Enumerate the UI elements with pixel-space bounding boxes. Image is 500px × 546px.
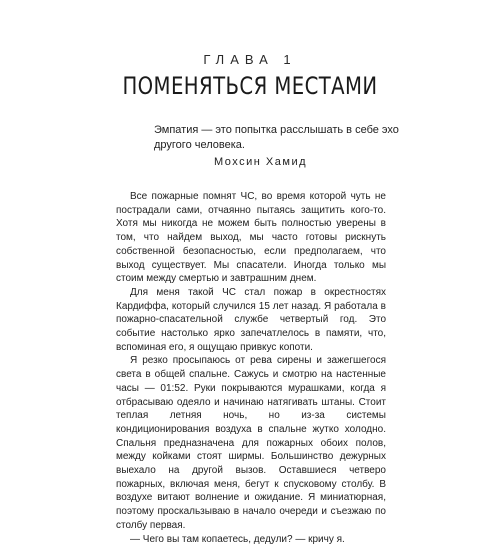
- epigraph-text: Эмпатия — это попытка расслышать в себе эхо другого человека.: [154, 124, 399, 151]
- epigraph-author: Мохсин Хамид: [214, 156, 308, 168]
- paragraph: Для меня такой ЧС стал пожар в окрестностях Кардиффа, который случился 15 лет назад. Я работала в пожарно-спасательной службе четвертый год. Это событие настолько ярко запечатлелось в памяти, что, вспоминая его, я ощущаю привкус копоти.: [116, 286, 386, 353]
- paragraph: Все пожарные помнят ЧС, во время которой чуть не пострадали сами, отчаянно пытаясь защитить кого-то. Хотя мы никогда не можем быть полностью уверены в том, что найдем выход, мы часто готовы рискнуть собственной безопасностью, если предполагаем, что выход существует. Мы спасатели. Иногда только мы стоим между смертью и завтрашним днем.: [116, 191, 386, 285]
- chapter-body: [116, 190, 386, 546]
- paragraph: Я резко просыпаюсь от рева сирены и зажегшегося света в общей спальне. Сажусь и смотрю на настенные часы — 01:52. Руки покрываются мурашками, когда я отбрасываю одеяло и начинаю натягивать штаны. Стоит теплая летняя ночь, но из-за системы кондиционирования воздуха в спальне жутко холодно. Спальня предназначена для пожарных обоих полов, между койками стоят ширмы. Большинство дежурных выехало на другой вызов. Оставшиеся четверо пожарных, включая меня, бегут к спусковому столбу. В воздухе витают волнение и ожидание. Я миниатюрная, поэтому проскальзываю в начало очереди и съезжаю по столбу первая.: [116, 355, 386, 531]
- paragraph: — Чего вы там копаетесь, дедули? — кричу я.: [130, 533, 345, 545]
- chapter-title: ПОМЕНЯТЬСЯ МЕСТАМИ: [122, 72, 378, 100]
- chapter-label: ГЛАВА 1: [203, 52, 297, 67]
